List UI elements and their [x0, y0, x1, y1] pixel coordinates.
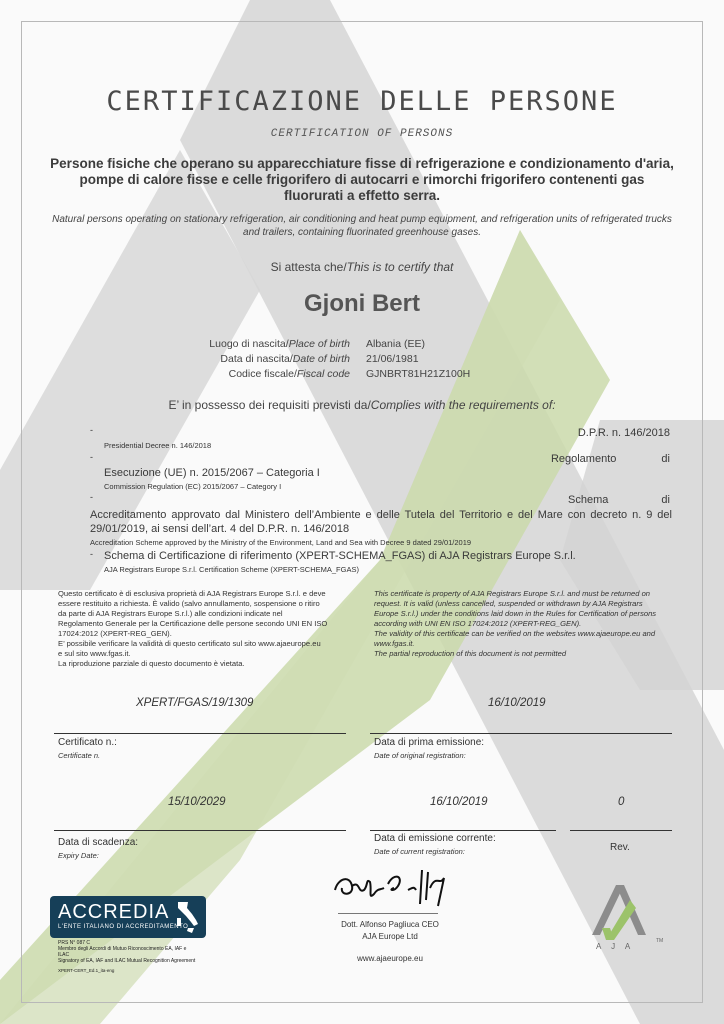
current-issue-line — [370, 830, 556, 831]
bullet-1: - — [90, 425, 93, 435]
accredia-logo: ACCREDIA L'ENTE ITALIANO DI ACCREDITAMENTO — [50, 896, 206, 938]
req-4-en: AJA Registrars Europe S.r.l. Certification Scheme (XPERT-SCHEMA_FGAS) — [104, 565, 359, 574]
req-1-en: Presidential Decree n. 146/2018 — [104, 441, 212, 450]
scope-italian: Persone fisiche che operano su apparecchiature fisse di refrigerazione e condizionamento d'aria, pompe di calore fisse e celle frigorifero di autocarri e rimorchi frigorifero contenenti gas fluorurati a effetto serra. — [50, 156, 674, 203]
signatory-org: AJA Europe Ltd — [362, 932, 418, 941]
attest-en: This is to certify that — [346, 260, 454, 274]
cert-number-label-en: Certificate n. — [58, 751, 101, 760]
aja-logo-tm: TM — [656, 938, 664, 944]
birth-place-label: Luogo di nascita/Place of birth — [209, 338, 350, 350]
bullet-4: - — [90, 549, 93, 559]
requirements-intro: E’ in possesso dei requisiti previsti da/Complies with the requirements of: — [168, 398, 556, 412]
expiry-label-en: Expiry Date: — [58, 851, 99, 860]
signature-image — [330, 860, 460, 910]
signature-line — [338, 913, 438, 914]
rev-value: 0 — [618, 796, 625, 808]
req-2-en: Commission Regulation (EC) 2015/2067 – Category I — [104, 482, 282, 491]
certificate-title: CERTIFICAZIONE DELLE PERSONE — [106, 86, 618, 117]
req-1-it: D.P.R. n. 146/2018 — [577, 427, 670, 439]
req-3-it-a: Schema di — [568, 494, 670, 506]
expiry-line — [54, 830, 346, 831]
current-issue-label-en: Date of current registration: — [374, 847, 465, 856]
cert-number-label: Certificato n.: — [58, 737, 117, 748]
scope-english: Natural persons operating on stationary refrigeration, air conditioning and heat pump equipment, and refrigeration units of refrigerated trucks and trailers, containing fluorinated greenhouse gases. — [52, 214, 672, 238]
req-4-it: Schema di Certificazione di riferimento (XPERT-SCHEMA_FGAS) di AJA Registrars Europe S.r.l. — [104, 550, 576, 562]
attest-it: Si attesta che/ — [270, 260, 347, 274]
notes-italian: Questo certificato è di esclusiva proprietà di AJA Registrars Europe S.r.l. e deve essere restituito a richiesta. È valido (salvo annullamento, sospensione o ritiro da parte di AJA Registrars Europe S.r.l.) alle condizioni indicate nel Regolamento Generale per la Certificazione delle persone secondo UNI EN ISO 17024:2012 (XPERT-REG_GEN). E’ possibile verificare la validità di questo certificato sul sito www.ajaeurope.eu e sul sito www.fgas.it. La riproduzione parziale di questo documento è vietata. — [58, 589, 328, 668]
expiry-value: 15/10/2029 — [168, 796, 226, 808]
holder-name: Gjoni Bert — [303, 290, 420, 317]
birth-place-value: Albania (EE) — [366, 338, 425, 350]
aja-logo-text: A J A — [596, 942, 635, 951]
birth-date-label: Data di nascita/Date of birth — [220, 353, 350, 365]
req-2-it-b: Esecuzione (UE) n. 2015/2067 – Categoria I — [104, 467, 320, 479]
accredia-details: PRS N° 087 C Membro degli Accordi di Mutuo Riconoscimento EA, IAF e ILAC Signatory of EA, IAF and ILAC Mutual Recognition Agreement XPERT-CERT_Ed.1_ita-eng — [58, 940, 196, 973]
req-3-en: Accreditation Scheme approved by the Ministry of the Environment, Land and Sea with Decree 9 dated 29/01/2019 — [90, 538, 472, 547]
first-issue-label-en: Date of original registration: — [374, 751, 466, 760]
current-issue-label: Data di emissione corrente: — [374, 833, 496, 844]
fiscal-code-value: GJNBRT81H21Z100H — [366, 368, 471, 380]
bullet-3: - — [90, 492, 93, 502]
first-issue-value: 16/10/2019 — [488, 697, 546, 709]
req-3-it-b: Accreditamento approvato dal Ministero dell’Ambiente e delle Tutela del Territorio e del Mare con decreto n. 9 del 29/01/2019, ai sensi dell’art. 4 del D.P.R. n. 146/2018 — [90, 509, 672, 535]
certificate-subtitle: CERTIFICATION OF PERSONS — [270, 128, 454, 140]
cert-number-value: XPERT/FGAS/19/1309 — [136, 697, 254, 709]
birth-date-value: 21/06/1981 — [366, 353, 419, 365]
notes-english: This certificate is property of AJA Registrars Europe S.r.l. and must be returned on request. It is valid (unless cancelled, suspended or withdrawn by AJA Registrars Europe S.r.l.) under the conditions laid down in the Rules for Certification of persons according with UNI EN ISO 17024:2012 (XPERT-REG_GEN). The validity of this certificate can be verified on the websites www.ajaeurope.eu and www.fgas.it. The partial reproduction of this document is not permitted — [374, 589, 657, 658]
first-issue-label: Data di prima emissione: — [374, 737, 485, 748]
rev-label: Rev. — [610, 842, 630, 853]
fiscal-code-label: Codice fiscale/Fiscal code — [228, 368, 350, 380]
attest-line — [0, 260, 724, 274]
rev-line — [570, 830, 672, 831]
first-issue-line — [370, 733, 672, 734]
cert-number-line — [54, 733, 346, 734]
req-2-it-a: Regolamento di — [550, 453, 670, 465]
signatory-name: Dott. Alfonso Pagliuca CEO — [341, 920, 439, 929]
current-issue-value: 16/10/2019 — [430, 796, 488, 808]
bullet-2: - — [90, 452, 93, 462]
website: www.ajaeurope.eu — [357, 954, 423, 963]
italy-map-icon — [174, 900, 200, 934]
expiry-label: Data di scadenza: — [58, 837, 139, 848]
